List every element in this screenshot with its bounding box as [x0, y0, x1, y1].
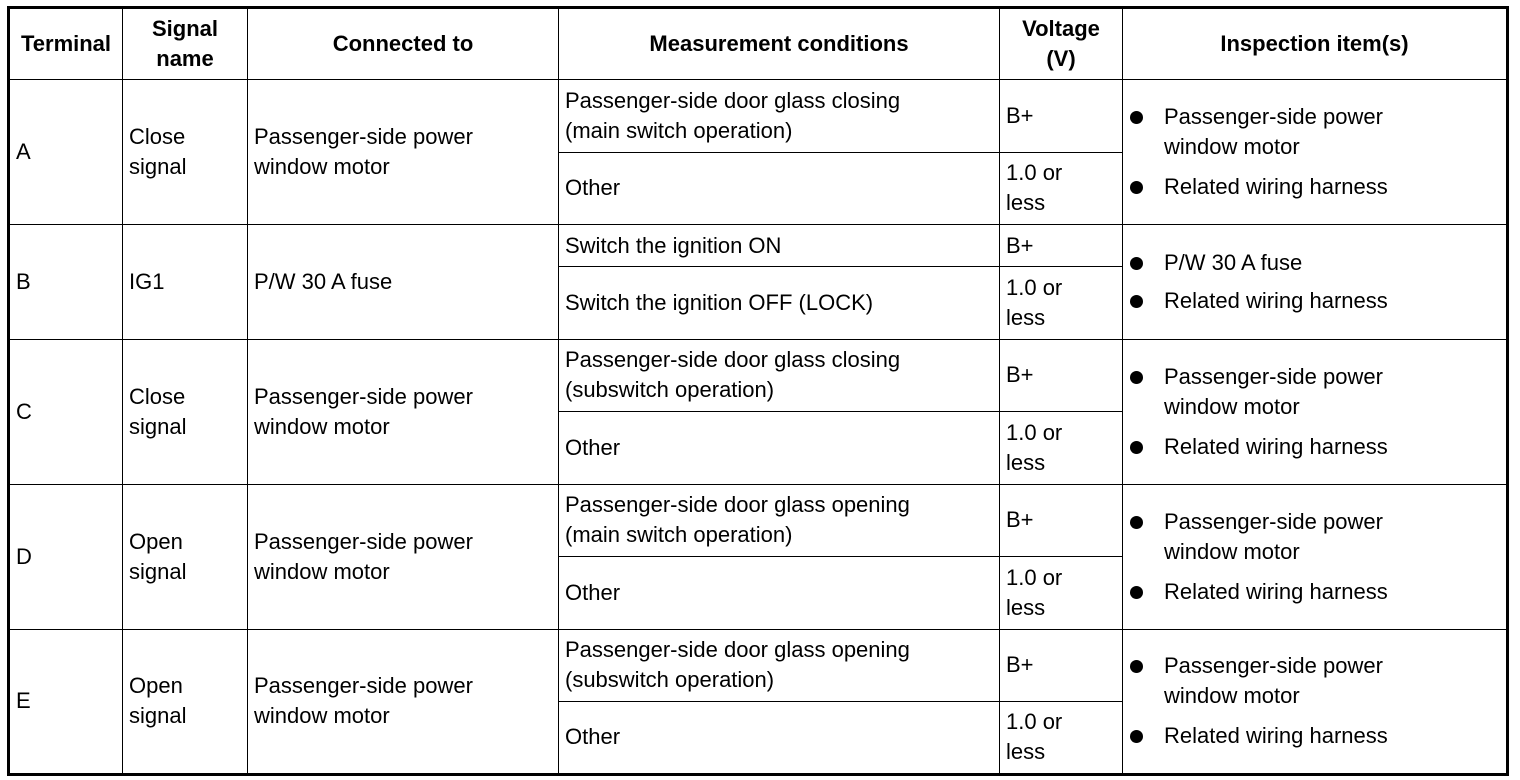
inspection-item: Passenger-side power window motor [1129, 507, 1500, 567]
table-row [9, 629, 1508, 702]
bullet-icon [1130, 441, 1143, 454]
inspection-item: Passenger-side power window motor [1129, 102, 1500, 162]
inspection-item: Related wiring harness [1129, 172, 1500, 202]
bullet-icon [1130, 516, 1143, 529]
terminal-cell: E [9, 629, 123, 774]
inspection-item: Related wiring harness [1129, 432, 1500, 462]
voltage-cell: B+ [1000, 80, 1123, 153]
voltage-cell: 1.0 or less [1000, 702, 1123, 775]
header-inspection-items: Inspection item(s) [1123, 8, 1508, 80]
inspection-cell [1123, 339, 1508, 484]
inspection-cell [1123, 629, 1508, 774]
inspection-list [1129, 651, 1500, 751]
header-voltage: Voltage (V) [1000, 8, 1123, 80]
inspection-list [1129, 362, 1500, 462]
inspection-cell [1123, 225, 1508, 340]
voltage-cell: B+ [1000, 225, 1123, 267]
inspection-cell [1123, 80, 1508, 225]
condition-cell: Passenger-side door glass opening (subswitch operation) [559, 629, 1000, 702]
condition-cell: Other [559, 702, 1000, 775]
table-row [9, 225, 1508, 267]
connected-to-cell: Passenger-side power window motor [248, 80, 559, 225]
terminal-cell: B [9, 225, 123, 340]
signal-name-cell: Close signal [123, 80, 248, 225]
condition-cell: Other [559, 412, 1000, 485]
table-row [9, 339, 1508, 412]
inspection-list [1129, 102, 1500, 202]
header-measurement-conditions: Measurement conditions [559, 8, 1000, 80]
voltage-cell: B+ [1000, 629, 1123, 702]
connected-to-cell: Passenger-side power window motor [248, 484, 559, 629]
condition-cell: Passenger-side door glass closing (main switch operation) [559, 80, 1000, 153]
condition-cell: Passenger-side door glass closing (subswitch operation) [559, 339, 1000, 412]
header-connected-to: Connected to [248, 8, 559, 80]
connected-to-cell: Passenger-side power window motor [248, 339, 559, 484]
bullet-icon [1130, 111, 1143, 124]
signal-name-cell: Open signal [123, 629, 248, 774]
connected-to-cell: Passenger-side power window motor [248, 629, 559, 774]
bullet-icon [1130, 295, 1143, 308]
bullet-icon [1130, 181, 1143, 194]
signal-name-cell: Close signal [123, 339, 248, 484]
signal-name-cell: Open signal [123, 484, 248, 629]
voltage-cell: 1.0 or less [1000, 412, 1123, 485]
voltage-cell: 1.0 or less [1000, 557, 1123, 630]
bullet-icon [1130, 730, 1143, 743]
inspection-list [1129, 507, 1500, 607]
inspection-item: Related wiring harness [1129, 577, 1500, 607]
voltage-cell: 1.0 or less [1000, 152, 1123, 225]
inspection-item: Passenger-side power window motor [1129, 651, 1500, 711]
inspection-item: Passenger-side power window motor [1129, 362, 1500, 422]
table-row [9, 80, 1508, 153]
header-row [9, 8, 1508, 80]
inspection-cell [1123, 484, 1508, 629]
signal-name-cell: IG1 [123, 225, 248, 340]
terminal-cell: D [9, 484, 123, 629]
terminal-cell: C [9, 339, 123, 484]
inspection-item: P/W 30 A fuse [1129, 248, 1500, 278]
condition-cell: Switch the ignition OFF (LOCK) [559, 267, 1000, 340]
bullet-icon [1130, 586, 1143, 599]
connected-to-cell: P/W 30 A fuse [248, 225, 559, 340]
inspection-item: Related wiring harness [1129, 286, 1500, 316]
table-row [9, 484, 1508, 557]
condition-cell: Switch the ignition ON [559, 225, 1000, 267]
condition-cell: Other [559, 557, 1000, 630]
bullet-icon [1130, 257, 1143, 270]
voltage-cell: 1.0 or less [1000, 267, 1123, 340]
condition-cell: Other [559, 152, 1000, 225]
inspection-item: Related wiring harness [1129, 721, 1500, 751]
bullet-icon [1130, 371, 1143, 384]
voltage-cell: B+ [1000, 484, 1123, 557]
inspection-list [1129, 248, 1500, 316]
header-signal-name: Signal name [123, 8, 248, 80]
voltage-cell: B+ [1000, 339, 1123, 412]
header-terminal: Terminal [9, 8, 123, 80]
condition-cell: Passenger-side door glass opening (main switch operation) [559, 484, 1000, 557]
terminal-inspection-table [7, 6, 1509, 776]
bullet-icon [1130, 660, 1143, 673]
terminal-cell: A [9, 80, 123, 225]
